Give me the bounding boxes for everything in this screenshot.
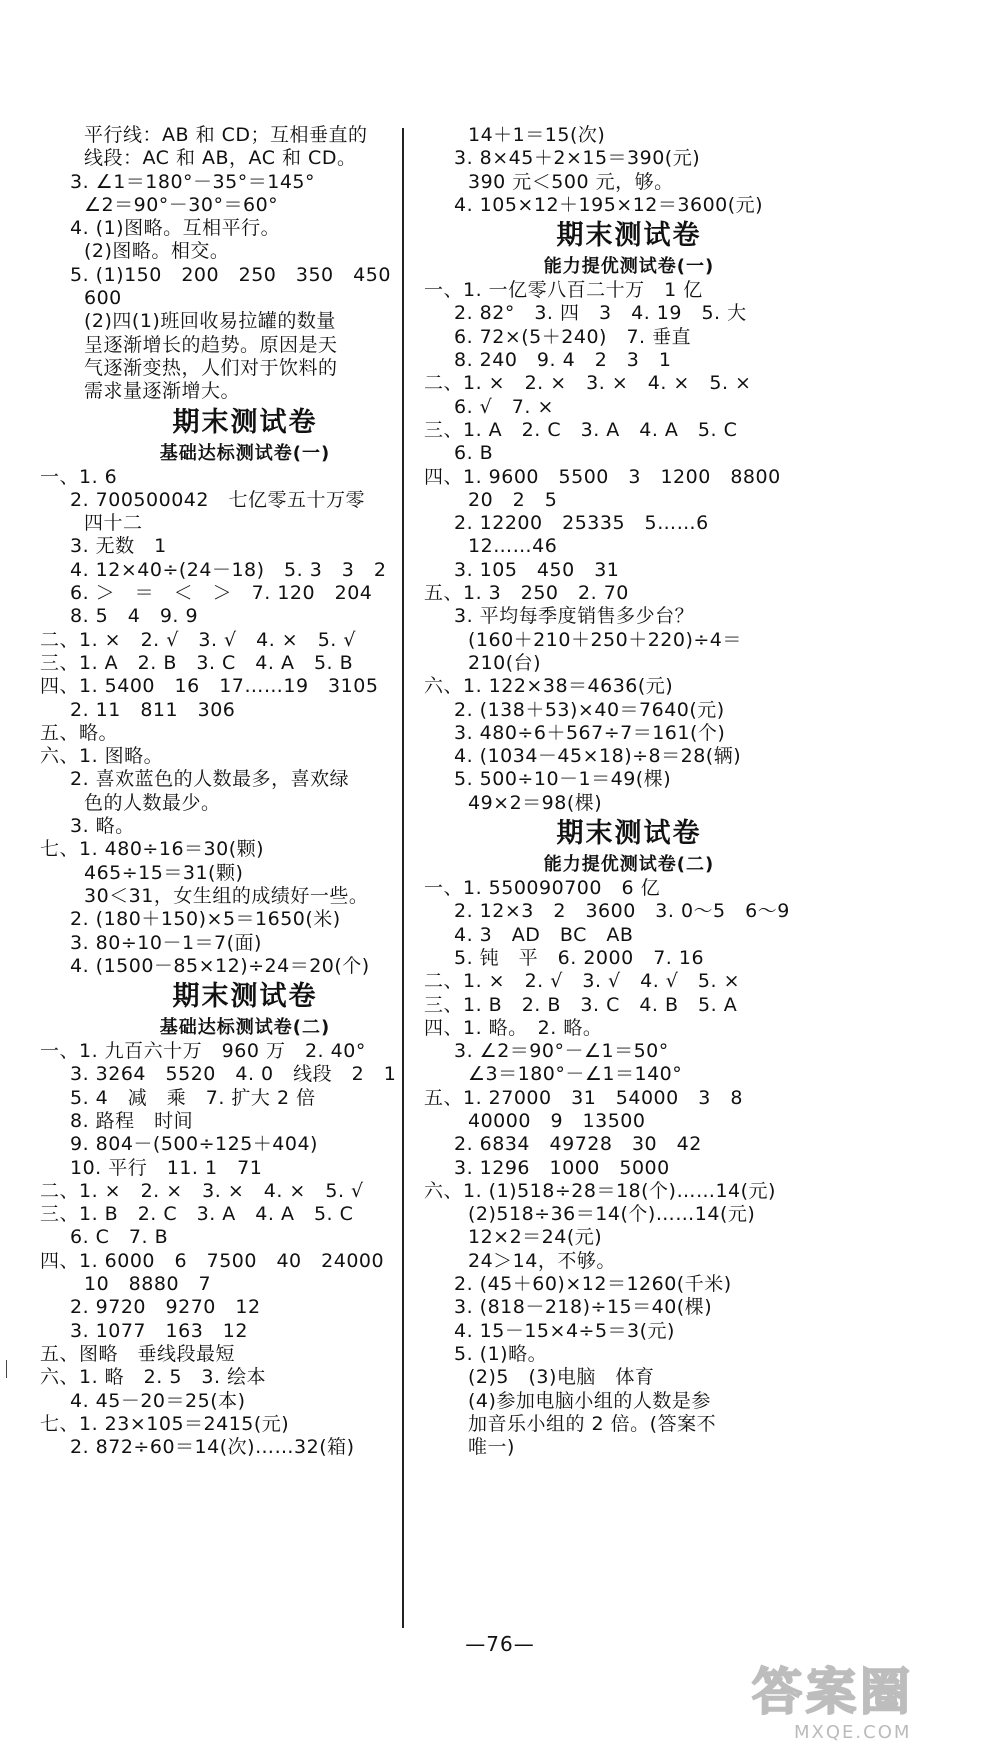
- answer-line: 唯一): [468, 1436, 515, 1459]
- answer-line: 5. 500÷10－1＝49(棵): [454, 768, 672, 791]
- answer-line: 8. 5 4 9. 9: [70, 605, 199, 628]
- answer-line: 气逐渐变热，人们对于饮料的: [84, 356, 338, 379]
- answer-line: 9. 804－(500÷125＋404): [70, 1133, 318, 1156]
- answer-line: 24＞14，不够。: [468, 1249, 616, 1272]
- answer-line: 600: [84, 287, 122, 310]
- answer-line: 6. B: [454, 442, 494, 465]
- answer-line: 2. 700500042 七亿零五十万零: [70, 488, 365, 511]
- answer-line: 2. 9720 9270 12: [70, 1296, 261, 1319]
- section-subtitle: 基础达标测试卷(二): [159, 1017, 331, 1039]
- answer-line: 2. (180＋150)×5＝1650(米): [70, 908, 341, 931]
- answer-line: 3. ∠2＝90°－∠1＝50°: [454, 1040, 669, 1063]
- answer-line: 8. 路程 时间: [70, 1109, 194, 1132]
- answer-line: 二、1. × 2. × 3. × 4. × 5. ×: [424, 372, 752, 395]
- answer-line: 2. 6834 49728 30 42: [454, 1133, 702, 1156]
- answer-line: 四十二: [84, 512, 143, 535]
- answer-line: 14＋1＝15(次): [468, 124, 606, 146]
- answer-line: 3. 1296 1000 5000: [454, 1156, 670, 1179]
- answer-line: 四、1. 5400 16 17……19 3105: [40, 675, 379, 698]
- answer-line: 4. 12×40÷(24－18) 5. 3 3 2: [70, 558, 387, 581]
- answer-line: 6. ＞ ＝ ＜ ＞ 7. 120 204: [70, 582, 373, 605]
- answer-line: 加音乐小组的 2 倍。(答案不: [468, 1412, 717, 1435]
- answer-line: (2)5 (3)电脑 体育: [468, 1366, 655, 1389]
- answer-line: 3. 略。: [70, 815, 135, 838]
- answer-line: 2. 11 811 306: [70, 698, 236, 721]
- answer-line: 5. (1)150 200 250 350 450: [70, 263, 391, 286]
- answer-line: 一、1. 一亿零八百二十万 1 亿: [424, 279, 703, 302]
- answer-line: 三、1. A 2. C 3. A 4. A 5. C: [424, 418, 738, 441]
- answer-line: 10 8880 7: [84, 1273, 212, 1296]
- answer-line: 4. 45－20＝25(本): [70, 1389, 246, 1412]
- answer-line: 2. 82° 3. 四 3 4. 19 5. 大: [454, 302, 747, 325]
- answer-line: 12……46: [468, 535, 558, 558]
- margin-mark: [6, 1360, 7, 1378]
- answer-line: 4. 3 AD BC AB: [454, 923, 634, 946]
- answer-line: 3. 1077 163 12: [70, 1319, 248, 1342]
- answer-line: 3. 平均每季度销售多少台？: [454, 605, 695, 628]
- watermark-text: 答案圈: [752, 1663, 914, 1721]
- section-title: 期末测试卷: [172, 406, 318, 438]
- answer-line: 390 元＜500 元，够。: [468, 170, 674, 193]
- answer-line: 4. (1500－85×12)÷24＝20(个): [70, 954, 370, 977]
- answer-line: 三、1. B 2. B 3. C 4. B 5. A: [424, 993, 738, 1016]
- answer-line: 七、1. 23×105＝2415(元): [40, 1412, 290, 1435]
- answer-line: 2. (45＋60)×12＝1260(千米): [454, 1273, 732, 1296]
- answer-line: 六、1. (1)518÷28＝18(个)……14(元): [424, 1179, 776, 1202]
- answer-line: 五、略。: [40, 721, 119, 744]
- answer-line: 二、1. × 2. × 3. × 4. × 5. √: [40, 1179, 364, 1202]
- answer-line: 二、1. × 2. √ 3. √ 4. × 5. √: [40, 628, 356, 651]
- answer-line: ∠2＝90°－30°＝60°: [84, 193, 279, 216]
- answer-line: 2. 872÷60＝14(次)……32(箱): [70, 1436, 355, 1459]
- answer-line: 12×2＝24(元): [468, 1226, 603, 1249]
- answer-line: 6. 72×(5＋240) 7. 垂直: [454, 325, 692, 348]
- section-title: 期末测试卷: [172, 981, 318, 1013]
- section-subtitle: 基础达标测试卷(一): [159, 442, 331, 464]
- answer-line: 3. ∠1＝180°－35°＝145°: [70, 170, 315, 193]
- answer-line: (2)四(1)班回收易拉罐的数量: [84, 310, 336, 333]
- answer-line: 一、1. 550090700 6 亿: [424, 877, 661, 900]
- answer-line: 6. √ 7. ×: [454, 395, 554, 418]
- answer-line: 3. 3264 5520 4. 0 线段 2 1: [70, 1063, 397, 1086]
- answer-line: 二、1. × 2. √ 3. √ 4. √ 5. ×: [424, 970, 740, 993]
- answer-line: 六、1. 略 2. 5 3. 绘本: [40, 1366, 267, 1389]
- answer-line: 3. 无数 1: [70, 535, 167, 558]
- answer-line: (2)518÷36＝14(个)……14(元): [468, 1203, 756, 1226]
- answer-line: 一、1. 6: [40, 465, 118, 488]
- answer-line: 四、1. 6000 6 7500 40 24000: [40, 1249, 385, 1272]
- answer-line: 三、1. B 2. C 3. A 4. A 5. C: [40, 1203, 354, 1226]
- answer-line: 20 2 5: [468, 488, 558, 511]
- answer-line: 5. (1)略。: [454, 1342, 548, 1365]
- answer-line: 五、1. 27000 31 54000 3 8: [424, 1086, 743, 1109]
- watermark-url: MXQE.COM: [794, 1722, 912, 1743]
- answer-line: (2)图略。相交。: [84, 240, 230, 263]
- answer-line: 呈逐渐增长的趋势。原因是天: [84, 333, 338, 356]
- answer-line: 线段：AC 和 AB，AC 和 CD。: [84, 147, 357, 170]
- answer-line: 六、1. 122×38＝4636(元): [424, 675, 674, 698]
- answer-line: 4. 105×12＋195×12＝3600(元): [454, 193, 764, 216]
- answer-line: 2. 12200 25335 5……6: [454, 512, 709, 535]
- answer-line: 3. 8×45＋2×15＝390(元): [454, 147, 701, 170]
- section-subtitle: 能力提优测试卷(一): [543, 256, 715, 278]
- answer-line: 465÷15＝31(颗): [84, 861, 244, 884]
- answer-line: 三、1. A 2. B 3. C 4. A 5. B: [40, 651, 354, 674]
- answer-line: 6. C 7. B: [70, 1226, 169, 1249]
- left-column: [40, 124, 450, 1459]
- answer-line: 30＜31，女生组的成绩好一些。: [84, 884, 369, 907]
- answer-line: 5. 钝 平 6. 2000 7. 16: [454, 946, 705, 969]
- answer-line: 40000 9 13500: [468, 1109, 646, 1132]
- watermark-logo: [750, 1662, 980, 1744]
- answer-line: 2. (138＋53)×40＝7640(元): [454, 698, 725, 721]
- answer-line: 五、图略 垂线段最短: [40, 1342, 236, 1365]
- section-title: 期末测试卷: [556, 220, 702, 252]
- answer-line: 4. (1034－45×18)÷8＝28(辆): [454, 745, 742, 768]
- answer-line: 四、1. 略。 2. 略。: [424, 1016, 603, 1039]
- answer-line: (160＋210＋250＋220)÷4＝: [468, 628, 742, 651]
- answer-line: 3. 480÷6＋567÷7＝161(个): [454, 721, 726, 744]
- answer-line: 49×2＝98(棵): [468, 791, 603, 814]
- answer-line: 8. 240 9. 4 2 3 1: [454, 349, 672, 372]
- answer-line: 10. 平行 11. 1 71: [70, 1156, 263, 1179]
- answer-line: 七、1. 480÷16＝30(颗): [40, 838, 265, 861]
- page-number: —76—: [465, 1632, 535, 1656]
- answer-line: 六、1. 图略。: [40, 745, 164, 768]
- answer-line: 3. 80÷10－1＝7(面): [70, 931, 262, 954]
- answer-line: ∠3＝180°－∠1＝140°: [468, 1063, 683, 1086]
- answer-line: 四、1. 9600 5500 3 1200 8800: [424, 465, 781, 488]
- section-title: 期末测试卷: [556, 818, 702, 850]
- column-divider: [402, 128, 404, 1628]
- answer-line: 2. 喜欢蓝色的人数最多，喜欢绿: [70, 768, 350, 791]
- answer-line: 4. 15－15×4÷5＝3(元): [454, 1319, 675, 1342]
- answer-line: 一、1. 九百六十万 960 万 2. 40°: [40, 1040, 366, 1063]
- answer-line: 210(台): [468, 651, 542, 674]
- answer-line: (4)参加电脑小组的人数是参: [468, 1389, 711, 1412]
- section-subtitle: 能力提优测试卷(二): [543, 854, 715, 876]
- answer-line: 五、1. 3 250 2. 70: [424, 582, 629, 605]
- answer-line: 需求量逐渐增大。: [84, 380, 241, 403]
- answer-line: 色的人数最少。: [84, 791, 221, 814]
- answer-line: 5. 4 减 乘 7. 扩大 2 倍: [70, 1086, 316, 1109]
- right-column: [424, 124, 834, 1459]
- answer-line: 3. (818－218)÷15＝40(棵): [454, 1296, 713, 1319]
- answer-line: 2. 12×3 2 3600 3. 0～5 6～9: [454, 900, 790, 923]
- answer-line: 4. (1)图略。互相平行。: [70, 217, 281, 240]
- answer-line: 3. 105 450 31: [454, 558, 620, 581]
- answer-line: 平行线：AB 和 CD；互相垂直的: [84, 124, 368, 146]
